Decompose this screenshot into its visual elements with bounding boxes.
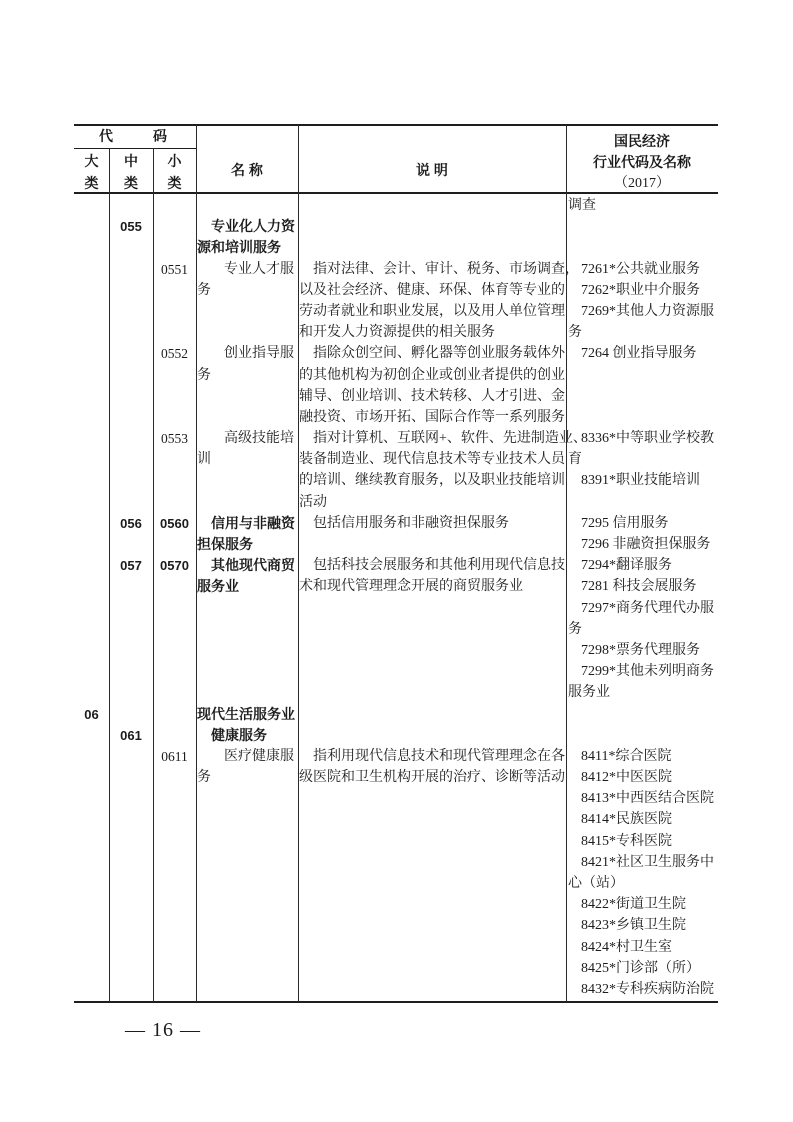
description-line: 的其他机构为初创企业或创业者提供的创业: [299, 367, 565, 383]
header-minor-class-char-2: 类: [167, 175, 182, 191]
category-name-line: 创业指导服: [224, 346, 294, 362]
major-class-code-cell: [74, 343, 109, 428]
header-reference: [566, 131, 718, 194]
description-cell: [298, 746, 566, 1000]
major-class-code-cell: [74, 513, 109, 555]
header-major-class: [74, 150, 109, 194]
category-name-cell: [196, 259, 298, 344]
table-row: [74, 704, 718, 725]
major-class-code-cell: [74, 195, 109, 216]
table-row: [74, 555, 718, 703]
category-name-cell: [196, 746, 298, 1000]
category-name-cell: [196, 216, 298, 258]
category-name-line: 高级技能培: [224, 431, 294, 447]
category-name-line: 源和培训服务: [197, 239, 281, 256]
reference-line: 7295 信用服务: [581, 515, 669, 531]
description-line: 以及社会经济、健康、环保、体育等专业的: [299, 282, 565, 298]
category-name-line: 信用与非融资: [211, 514, 295, 531]
reference-line: 8432*专科疾病防治院: [581, 981, 714, 997]
category-name-line: 现代生活服务业: [197, 705, 295, 722]
code-group-underline: [74, 148, 196, 149]
major-class-code-cell: [74, 746, 109, 1000]
minor-class-code: 0611: [161, 748, 188, 764]
description-line: 指对法律、会计、审计、税务、市场调查，: [313, 261, 579, 277]
header-name: 名 称: [231, 162, 263, 178]
reference-line: 服务业: [568, 685, 610, 701]
reference-cell: [566, 195, 718, 216]
reference-line: 8391*职业技能培训: [581, 473, 700, 489]
header-code-group: 代 码: [99, 128, 171, 144]
middle-class-code: 056: [120, 515, 142, 531]
reference-line: 务: [568, 621, 582, 637]
major-class-code-cell: [74, 704, 109, 725]
middle-class-code-cell: [109, 259, 153, 344]
category-name-line: 务: [197, 367, 211, 383]
category-name-cell: [196, 555, 298, 703]
description-cell: [298, 195, 566, 216]
header-middle-class-char-2: 类: [124, 175, 138, 191]
category-name-cell: [196, 725, 298, 746]
minor-class-code-cell: [153, 195, 196, 216]
description-line: 活动: [299, 494, 327, 510]
description-line: 术和现代管理理念开展的商贸服务业: [299, 579, 523, 595]
description-line: 包括信用服务和非融资担保服务: [313, 515, 509, 531]
description-line: 劳动者就业和职业发展，以及用人单位管理: [299, 303, 565, 319]
category-name-line: 医疗健康服: [224, 748, 294, 764]
major-class-code-cell: [74, 428, 109, 513]
reference-line: 8336*中等职业学校教: [581, 431, 714, 447]
description-cell: [298, 343, 566, 428]
category-name-line: 担保服务: [197, 536, 253, 552]
category-name-line: 服务业: [197, 578, 239, 595]
description-line: 和开发人力资源提供的相关服务: [299, 325, 495, 341]
middle-class-code: 061: [120, 727, 142, 743]
minor-class-code-cell: [153, 555, 196, 703]
reference-line: 7299*其他未列明商务: [581, 664, 714, 680]
category-name-cell: [196, 343, 298, 428]
minor-class-code-cell: [153, 259, 196, 344]
reference-line: 8424*村卫生室: [581, 939, 672, 955]
header-reference-line-2: 行业代码及名称: [593, 154, 691, 170]
middle-class-code-cell: [109, 555, 153, 703]
reference-cell: [566, 725, 718, 746]
minor-class-code: 0560: [160, 515, 189, 531]
reference-cell: [566, 216, 718, 258]
description-cell: [298, 216, 566, 258]
middle-class-code: 057: [120, 558, 142, 574]
description-cell: [298, 513, 566, 555]
reference-line: 调查: [568, 198, 596, 213]
table-row: [74, 259, 718, 344]
reference-line: 8412*中医医院: [581, 770, 672, 786]
middle-class-code: 055: [120, 219, 142, 235]
middle-class-code-cell: [109, 195, 153, 216]
header-reference-line-3: （2017）: [614, 176, 670, 191]
reference-line: 7294*翻译服务: [581, 558, 672, 574]
category-name-cell: [196, 428, 298, 513]
reference-cell: [566, 746, 718, 1000]
reference-cell: [566, 343, 718, 428]
reference-line: 7264 创业指导服务: [581, 346, 697, 362]
reference-line: 务: [568, 325, 582, 341]
minor-class-code-cell: [153, 704, 196, 725]
category-name-line: 健康服务: [211, 726, 267, 743]
major-class-code-cell: [74, 725, 109, 746]
reference-cell: [566, 704, 718, 725]
description-line: 辅导、创业培训、技术转移、人才引进、金: [299, 388, 565, 404]
middle-class-code-cell: [109, 343, 153, 428]
middle-class-code-cell: [109, 513, 153, 555]
category-name-cell: [196, 195, 298, 216]
reference-cell: [566, 513, 718, 555]
table-bottom-rule: [74, 1001, 718, 1003]
middle-class-code-cell: [109, 725, 153, 746]
table-row: [74, 343, 718, 428]
header-minor-class-char-1: 小: [167, 153, 182, 169]
reference-line: 8414*民族医院: [581, 812, 672, 828]
description-line: 融投资、市场开拓、国际合作等一系列服务: [299, 409, 565, 425]
major-class-code: 06: [84, 706, 99, 722]
header-major-class-char-2: 类: [84, 175, 99, 191]
table-body: [74, 195, 718, 1000]
reference-line: 8425*门诊部（所）: [581, 960, 700, 976]
reference-line: 7269*其他人力资源服: [581, 303, 714, 319]
description-cell: [298, 555, 566, 703]
minor-class-code-cell: [153, 216, 196, 258]
reference-cell: [566, 428, 718, 513]
description-line: 指利用现代信息技术和现代管理理念在各: [313, 748, 565, 764]
description-line: 指对计算机、互联网+、软件、先进制造业、: [313, 431, 587, 447]
reference-line: 7281 科技会展服务: [581, 579, 697, 595]
header-description: 说 明: [416, 162, 448, 178]
header-minor-class: [153, 150, 196, 194]
major-class-code-cell: [74, 216, 109, 258]
category-name-cell: [196, 704, 298, 725]
minor-class-code-cell: [153, 343, 196, 428]
reference-line: 7297*商务代理代办服: [581, 600, 714, 616]
reference-line: 8411*综合医院: [581, 748, 672, 764]
table-row: [74, 428, 718, 513]
reference-line: 8423*乡镇卫生院: [581, 918, 686, 934]
major-class-code-cell: [74, 259, 109, 344]
header-major-class-char-1: 大: [84, 153, 99, 169]
category-name-line: 训: [197, 452, 211, 468]
minor-class-code-cell: [153, 428, 196, 513]
header-middle-class: [109, 150, 153, 194]
minor-class-code: 0551: [161, 261, 188, 277]
description-line: 包括科技会展服务和其他利用现代信息技: [313, 558, 565, 574]
category-name-line: 专业化人力资: [211, 218, 295, 235]
reference-line: 7298*票务代理服务: [581, 642, 700, 658]
description-cell: [298, 725, 566, 746]
middle-class-code-cell: [109, 428, 153, 513]
header-reference-line-1: 国民经济: [614, 133, 670, 149]
major-class-code-cell: [74, 555, 109, 703]
table-row: [74, 725, 718, 746]
description-cell: [298, 704, 566, 725]
table-row: [74, 216, 718, 258]
description-line: 指除众创空间、孵化器等创业服务载体外: [313, 346, 565, 362]
reference-line: 8413*中西医结合医院: [581, 791, 714, 807]
middle-class-code-cell: [109, 704, 153, 725]
reference-line: 7262*职业中介服务: [581, 282, 700, 298]
category-name-line: 其他现代商贸: [211, 557, 295, 574]
description-cell: [298, 428, 587, 513]
minor-class-code-cell: [153, 513, 196, 555]
category-name-line: 务: [197, 282, 211, 298]
header-middle-class-char-1: 中: [124, 153, 138, 169]
reference-cell: [566, 259, 718, 344]
minor-class-code: 0553: [161, 431, 188, 447]
middle-class-code-cell: [109, 746, 153, 1000]
reference-line: 8421*社区卫生服务中: [581, 854, 714, 870]
reference-cell: [566, 555, 718, 703]
table-row: [74, 746, 718, 1000]
description-line: 的培训、继续教育服务，以及职业技能培训: [299, 473, 565, 489]
page-number: — 16 —: [125, 1019, 201, 1041]
reference-line: 8422*街道卫生院: [581, 897, 686, 913]
minor-class-code: 0570: [160, 558, 189, 574]
description-line: 装备制造业、现代信息技术等专业技术人员: [299, 452, 565, 468]
minor-class-code-cell: [153, 746, 196, 1000]
description-cell: [298, 259, 579, 344]
reference-line: 7296 非融资担保服务: [581, 537, 711, 552]
table-row: [74, 513, 718, 555]
table-row: [74, 195, 718, 216]
reference-line: 心（站）: [568, 876, 624, 891]
reference-line: 8415*专科医院: [581, 833, 672, 849]
minor-class-code-cell: [153, 725, 196, 746]
category-name-line: 专业人才服: [224, 261, 294, 277]
category-name-line: 务: [197, 770, 211, 786]
description-line: 级医院和卫生机构开展的治疗、诊断等活动: [299, 770, 565, 786]
reference-line: 育: [568, 452, 582, 468]
category-name-cell: [196, 513, 298, 555]
reference-line: 7261*公共就业服务: [581, 261, 700, 277]
middle-class-code-cell: [109, 216, 153, 258]
minor-class-code: 0552: [161, 346, 188, 362]
